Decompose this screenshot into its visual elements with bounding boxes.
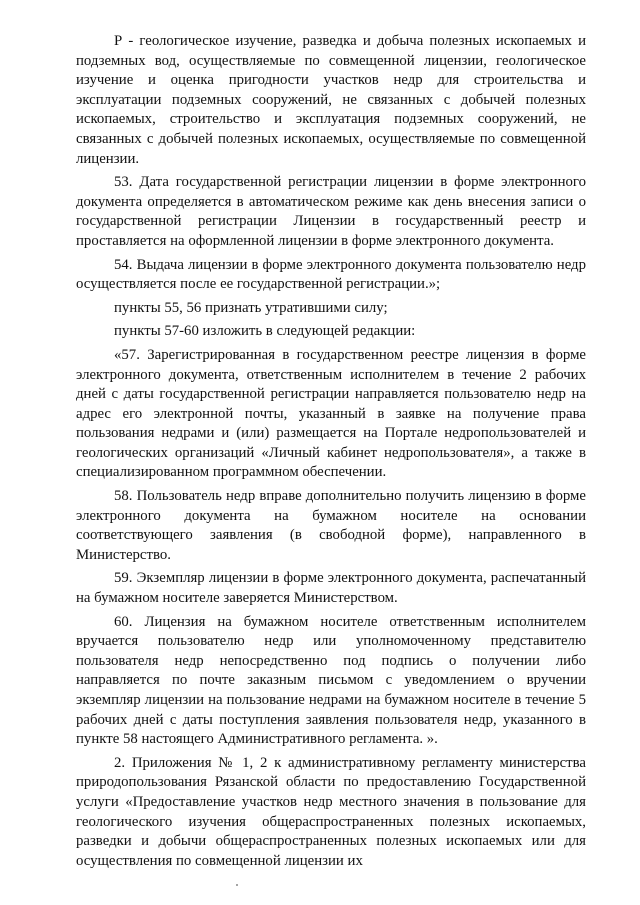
- paragraph-59: 59. Экземпляр лицензии в форме электронного документа, распечатанный на бумажном носителе заверяется Министерством.: [76, 570, 586, 607]
- paragraph-54: 54. Выдача лицензии в форме электронного документа пользователю недр осуществляется после ее государственной регистрации.»;: [76, 256, 586, 293]
- paragraph-60: 60. Лицензия на бумажном носителе ответственным исполнителем вручается пользователю недр или уполномоченному представителю пользователя недр непосредственно под подпись о получении либо направляется по почте заказным письмом с уведомлением о вручении экземпляр лицензии на пользование недрами на бумажном носителе в течение 5 рабочих дней с даты поступления заявления пользователя недр, указанного в пункте 58 настоящего Административного регламента. ».: [76, 613, 586, 748]
- paragraph-2-appendices: 2. Приложения № 1, 2 к административному регламенту министерства природопользования Рязанской области по предоставлению Государственной услуги «Предоставление участков недр местного значения в пользование для геологического изучения общераспространенных полезных ископаемых, разведки и добычи общераспространенных полезных ископаемых или для осуществления по совмещенной лицензии их: [76, 754, 586, 869]
- paragraph-58: 58. Пользователь недр вправе дополнительно получить лицензию в форме электронного документа на бумажном носителе на основании соответствующего заявления (в свободной форме), направленного в Министерство.: [76, 488, 586, 563]
- paragraph-r-definition: Р - геологическое изучение, разведка и добыча полезных ископаемых и подземных вод, осуществляемые по совмещенной лицензии, геологическое изучение и оценка пригодности участков недр для строительства и эксплуатации подземных сооружений, не связанных с добычей полезных ископаемых, строительство и эксплуатация подземных сооружений, не связанных с добычей полезных ископаемых, осуществляемые по совмещенной лицензии.: [76, 33, 586, 167]
- paragraph-53: 53. Дата государственной регистрации лицензии в форме электронного документа определяется в автоматическом режиме как день внесения записи о государственной регистрации Лицензии в государственный реестр и проставляется на оформленной лицензии в форме электронного документа.: [76, 174, 586, 249]
- paragraph-57: «57. Зарегистрированная в государственном реестре лицензия в форме электронного документа, ответственным исполнителем в течение 2 рабочих дней с даты государственной регистрации направляется пользователю недр на адрес его электронной почты, указанный в заявке на получение права пользования недрами и (или) размещается на Портале недропользователей и геологических организаций «Личный кабинет недропользователя», а также в специализированном программном обеспечении.: [76, 346, 586, 481]
- scan-speck: [236, 884, 238, 886]
- paragraph-items-55-56: пункты 55, 56 признать утратившими силу;: [114, 299, 388, 316]
- paragraph-items-57-60: пункты 57-60 изложить в следующей редакции:: [114, 323, 416, 340]
